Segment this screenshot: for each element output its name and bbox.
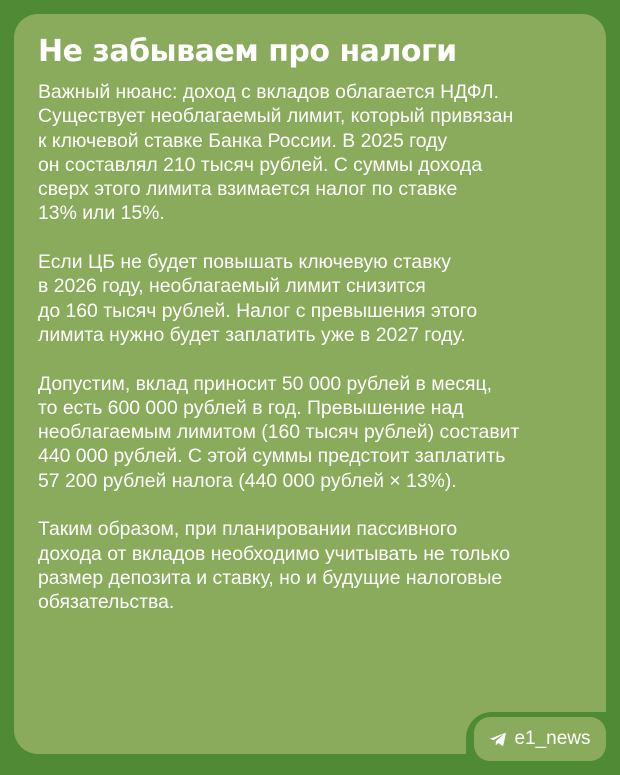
- page-title: Не забываем про налоги: [38, 34, 457, 69]
- telegram-icon: [489, 732, 506, 747]
- paragraph-conclusion: Таким образом, при планировании пассивного дохода от вкладов необходимо учитывать не только размер депозита и ставку, но и будущие налоговые обязательства.: [38, 518, 511, 614]
- telegram-channel-badge[interactable]: [474, 717, 606, 761]
- paragraph-tax-intro: Важный нюанс: доход с вкладов облагается НДФЛ. Существует необлагаемый лимит, который привязан к ключевой ставке Банка России. В 2025 году он составлял 210 тысяч рублей. С суммы дохода сверх этого лимита взимается налог по ставке 13% или 15%.: [38, 81, 514, 225]
- article-body: [38, 80, 593, 639]
- paragraph-limit-2026: Если ЦБ не будет повышать ключевую ставку в 2026 году, необлагаемый лимит снизится до 160 тысяч рублей. Налог с превышения этого лимита нужно будет заплатить уже в 2027 году.: [38, 251, 478, 346]
- paragraph-example: Допустим, вклад приносит 50 000 рублей в месяц, то есть 600 000 рублей в год. Превышение над необлагаемым лимитом (160 тысяч рублей) составит 440 000 рублей. С этой суммы предстоит заплатить 57 200 рублей налога (440 000 рублей × 13%).: [38, 372, 520, 492]
- channel-name: e1_news: [514, 728, 591, 749]
